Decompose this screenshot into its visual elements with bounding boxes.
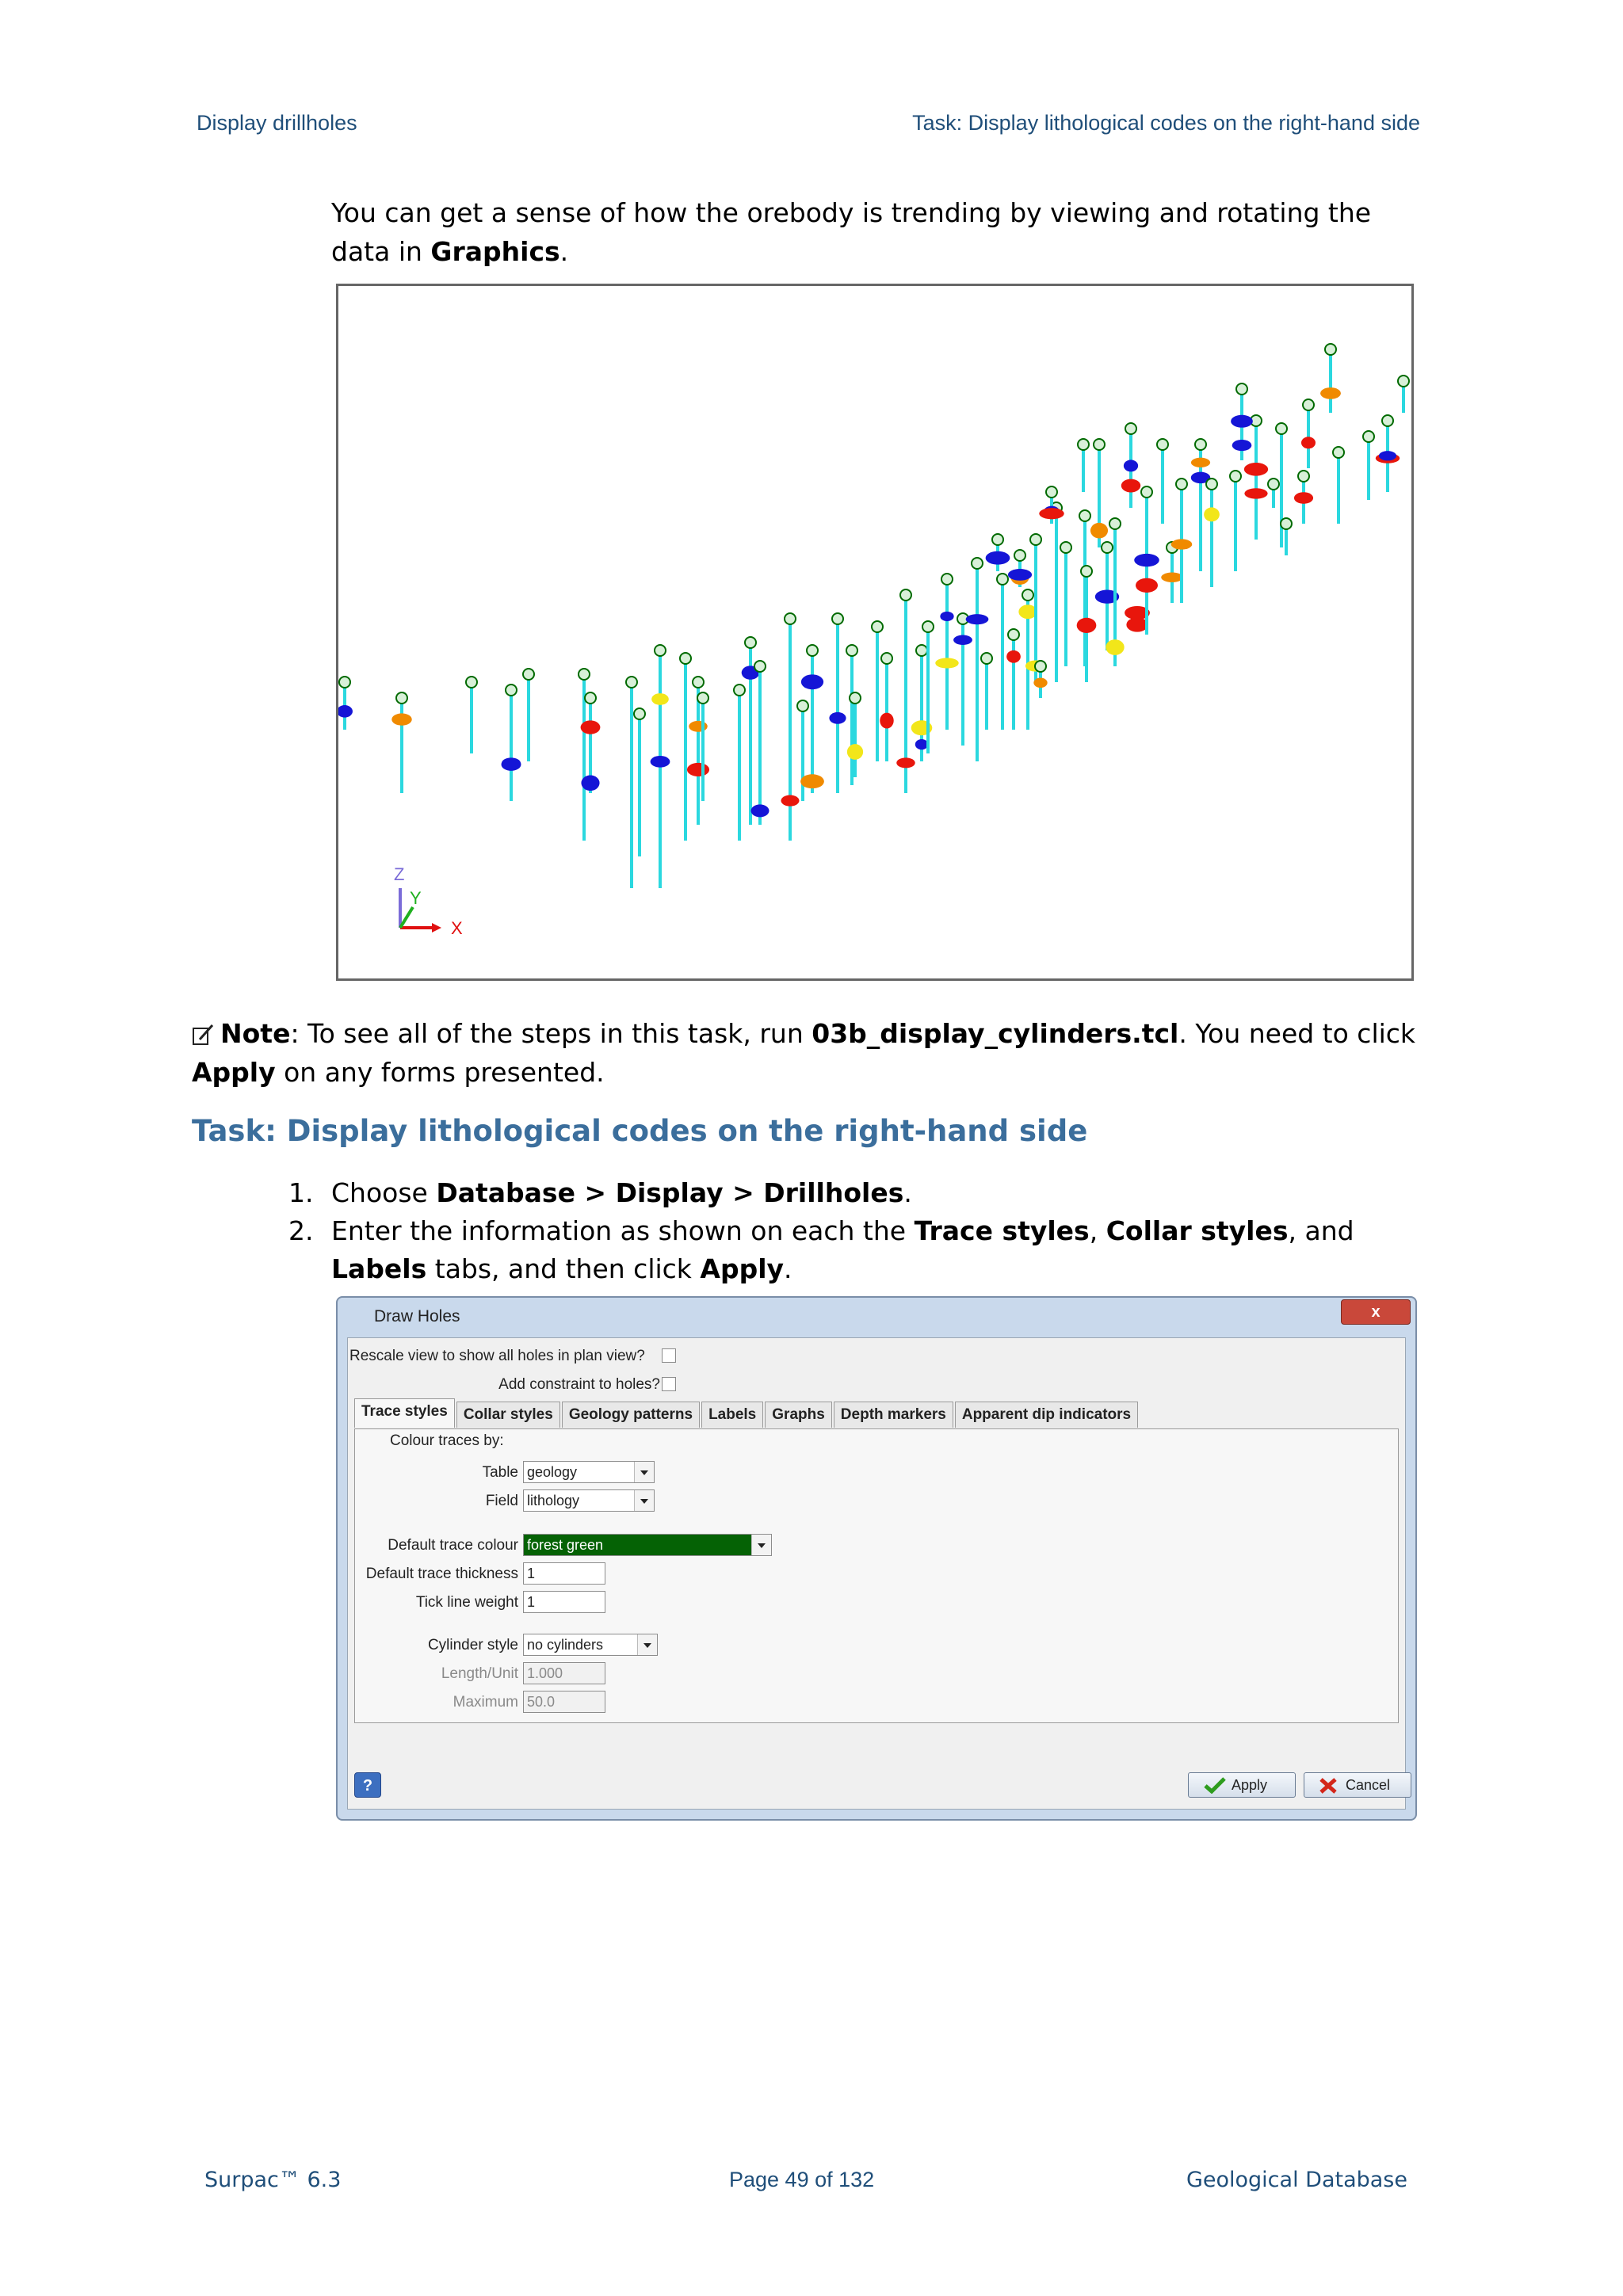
collar-marker [585,692,596,704]
table-select[interactable] [523,1461,655,1483]
collar-marker [1094,439,1105,450]
lithology-cylinder [1244,488,1267,498]
collar-marker [1230,471,1241,482]
tab-collar-styles[interactable]: Collar styles [456,1402,560,1428]
collar-marker [634,708,645,719]
collar-marker [981,653,992,664]
collar-marker [466,677,477,688]
collar-marker [832,613,843,624]
footer-section: Geological Database [1186,2168,1407,2192]
lithology-cylinder [581,775,599,791]
note-text-3: on any forms presented. [275,1057,605,1088]
tab-geology-patterns[interactable]: Geology patterns [562,1402,700,1428]
note-text-1: : To see all of the steps in this task, run [290,1018,812,1049]
help-button[interactable]: ? [354,1772,381,1798]
lithology-cylinder [1204,507,1220,521]
intro-paragraph [331,193,1425,271]
note-label: Note [220,1018,291,1049]
cancel-button[interactable] [1304,1772,1411,1798]
step-1 [288,1174,1430,1212]
collar-marker [972,558,983,569]
step-number: 1. [288,1177,314,1208]
collar-marker [697,692,708,704]
default-trace-colour-value: forest green [527,1537,604,1553]
tab-labels[interactable]: Labels [701,1402,763,1428]
cylinder-style-value: no cylinders [527,1637,604,1653]
collar-marker [1157,439,1168,450]
lithology-cylinder [986,551,1010,565]
field-label: Field [485,1493,518,1509]
constraint-label: Add constraint to holes? [498,1376,660,1393]
lithology-cylinder [1077,618,1097,633]
lithology-cylinder [1039,508,1064,519]
cylinder-style-select[interactable] [523,1634,658,1656]
collar-marker [1014,550,1025,561]
apply-button[interactable] [1188,1772,1296,1798]
lithology-cylinder [1090,523,1108,539]
step-2 [288,1212,1430,1288]
dialog-title: Draw Holes [374,1307,460,1325]
lithology-cylinder [1232,440,1252,451]
note-pencil-icon [192,1024,214,1046]
collar-marker [872,621,883,632]
lithology-cylinder [1121,479,1140,493]
lithology-cylinder [1134,554,1159,566]
collar-marker [846,645,857,656]
collar-marker [1022,589,1033,601]
cylinder-style-label: Cylinder style [427,1637,518,1653]
step-bold-trace-styles: Trace styles [914,1215,1090,1246]
draw-holes-dialog [336,1296,1417,1821]
collar-marker [1281,518,1292,529]
collar-marker [1195,439,1206,450]
running-header-right: Task: Display lithological codes on the right-hand side [912,111,1420,135]
lithology-cylinder [801,674,823,689]
collar-marker [1078,439,1089,450]
collar-marker [1081,566,1092,577]
collar-marker [1298,471,1309,482]
lithology-cylinder [1301,437,1316,448]
collar-marker [1268,479,1279,490]
intro-end: . [559,236,569,267]
lithology-cylinder [1106,639,1124,655]
step-number: 2. [288,1215,314,1246]
lithology-cylinder [847,744,863,760]
collar-marker [941,574,953,585]
tab-depth-markers[interactable]: Depth markers [834,1402,953,1428]
default-trace-colour-select[interactable] [523,1534,772,1556]
collar-marker [1176,479,1187,490]
field-value: lithology [527,1493,580,1508]
step-bold-labels: Labels [331,1253,427,1284]
lithology-cylinder [1379,451,1396,460]
step-sep: , [1089,1215,1106,1246]
lithology-cylinder [966,614,989,624]
axis-triad [394,864,463,938]
cancel-x-icon [1319,1777,1338,1794]
z-axis-label: Z [394,864,405,884]
note-paragraph [192,1014,1428,1092]
collar-marker [797,700,808,711]
tick-line-weight-label: Tick line weight [415,1594,518,1611]
collar-marker [680,653,691,664]
collar-marker [997,574,1008,585]
lithology-cylinder [1171,539,1193,549]
collar-marker [1109,518,1121,529]
collar-marker [1079,510,1090,521]
lithology-cylinder [1231,415,1253,428]
length-unit-input[interactable]: 1.000 [523,1662,605,1684]
collar-marker [1303,399,1314,410]
note-script-file: 03b_display_cylinders.tcl [812,1018,1179,1049]
default-trace-thickness-input[interactable]: 1 [523,1562,605,1585]
tab-bar [354,1402,1140,1428]
intro-bold-graphics: Graphics [430,236,560,267]
lithology-cylinder [915,739,928,749]
collar-marker [807,645,818,656]
trace-styles-panel [354,1428,1399,1723]
collar-marker [579,669,590,680]
collar-marker [1325,344,1336,355]
lithology-cylinder [750,804,769,817]
collar-marker [900,589,911,601]
chevron-down-icon[interactable] [751,1535,771,1555]
chevron-down-icon[interactable] [634,1462,654,1482]
x-axis-label: X [451,918,463,938]
lithology-cylinder [1161,573,1183,582]
step-sep: tabs, and then click [426,1253,701,1284]
collar-marker [1102,542,1113,553]
collar-marker [655,645,666,656]
field-select[interactable] [523,1489,655,1512]
table-label: Table [482,1464,518,1481]
lithology-cylinder [896,757,915,768]
collar-marker [745,637,756,648]
lithology-cylinder [391,713,411,725]
drillholes-3d-view [338,286,1411,978]
lithology-cylinder [338,705,353,718]
constraint-checkbox[interactable] [662,1377,676,1391]
collar-marker [339,677,350,688]
cancel-label: Cancel [1346,1777,1391,1793]
collar-marker [1046,486,1057,498]
footer-page-number: Page 49 of 132 [729,2168,875,2191]
collar-marker [1363,431,1374,442]
lithology-cylinder [1294,492,1313,504]
lithology-cylinder [953,635,972,646]
collar-marker [693,677,704,688]
step-text: Choose [331,1177,437,1208]
lithology-cylinder [781,795,799,807]
lithology-cylinder [651,756,670,768]
lithology-cylinder [880,713,893,729]
collar-marker [523,669,534,680]
collar-marker [1382,415,1393,426]
lithology-cylinder [1244,463,1268,476]
steps-list [288,1174,1430,1288]
default-trace-thickness-label: Default trace thickness [365,1566,518,1582]
collar-marker [916,645,927,656]
footer-product: Surpac™ 6.3 [204,2168,342,2192]
collar-marker [1333,447,1344,458]
step-sep: , and [1288,1215,1354,1246]
lithology-cylinder [1126,617,1148,631]
tick-line-weight-input[interactable]: 1 [523,1591,605,1613]
lithology-cylinder [1006,650,1021,663]
collar-marker [506,685,517,696]
lithology-cylinder [687,763,709,776]
drillholes-graphics-figure [336,284,1414,981]
y-axis-line [400,907,413,928]
collar-marker [754,661,766,672]
lithology-cylinder [651,693,669,705]
check-icon [1203,1776,1227,1794]
tab-apparent-dip-indicators[interactable]: Apparent dip indicators [955,1402,1138,1428]
collar-marker [1008,629,1019,640]
collar-marker [1125,423,1136,434]
collar-marker [922,621,934,632]
intro-text: You can get a sense of how the orebody is trending by viewing and rotating the data in [331,197,1372,267]
collar-marker [1236,383,1247,395]
collar-marker [881,653,892,664]
lithology-cylinder [689,721,708,732]
colour-traces-by-label: Colour traces by: [390,1432,504,1449]
maximum-label: Maximum [453,1694,518,1711]
lithology-cylinder [1124,460,1138,471]
step-end: . [784,1253,792,1284]
step-text: Enter the information as shown on each the [331,1215,915,1246]
step-bold-collar-styles: Collar styles [1106,1215,1289,1246]
maximum-input[interactable]: 50.0 [523,1691,605,1713]
collar-marker [626,677,637,688]
lithology-cylinder [1191,458,1210,467]
collar-marker [396,692,407,704]
collar-marker [1060,542,1071,553]
task-heading: Task: Display lithological codes on the right-hand side [192,1114,1088,1148]
default-trace-colour-label: Default trace colour [388,1537,518,1554]
lithology-cylinder [829,712,846,724]
collar-marker [1398,376,1409,387]
collar-marker [1206,479,1217,490]
lithology-cylinder [1008,569,1032,581]
x-axis-arrowhead [432,923,441,933]
collar-marker [1276,423,1287,434]
lithology-cylinder [940,612,953,621]
tab-graphs[interactable]: Graphs [765,1402,832,1428]
lithology-cylinder [1136,578,1158,593]
dialog-body [347,1337,1406,1810]
collar-marker [1035,661,1046,672]
running-header-left: Display drillholes [197,111,357,135]
apply-label: Apply [1232,1777,1268,1793]
note-text-2: . You need to click [1178,1018,1416,1049]
step-menu-path: Database > Display > Drillholes [436,1177,904,1208]
rescale-label: Rescale view to show all holes in plan view? [349,1348,645,1364]
collar-marker [850,692,861,704]
tab-trace-styles[interactable]: Trace styles [354,1398,455,1428]
chevron-down-icon[interactable] [634,1490,654,1511]
close-button[interactable]: x [1341,1299,1411,1325]
table-value: geology [527,1464,578,1480]
collar-marker [785,613,796,624]
collar-marker [1141,486,1152,498]
lithology-cylinder [935,658,958,668]
lithology-cylinder [1320,387,1341,399]
y-axis-label: Y [410,888,422,908]
length-unit-label: Length/Unit [441,1665,518,1682]
chevron-down-icon[interactable] [637,1634,657,1655]
collar-marker [734,685,745,696]
note-apply: Apply [192,1057,276,1088]
step-end: . [903,1177,912,1208]
lithology-cylinder [502,758,521,771]
collar-marker [1030,534,1041,545]
rescale-checkbox[interactable] [662,1348,676,1363]
step-bold-apply: Apply [700,1253,785,1284]
lithology-cylinder [800,774,824,788]
collar-marker [992,534,1003,545]
lithology-cylinder [1033,677,1047,688]
lithology-cylinder [581,720,601,734]
